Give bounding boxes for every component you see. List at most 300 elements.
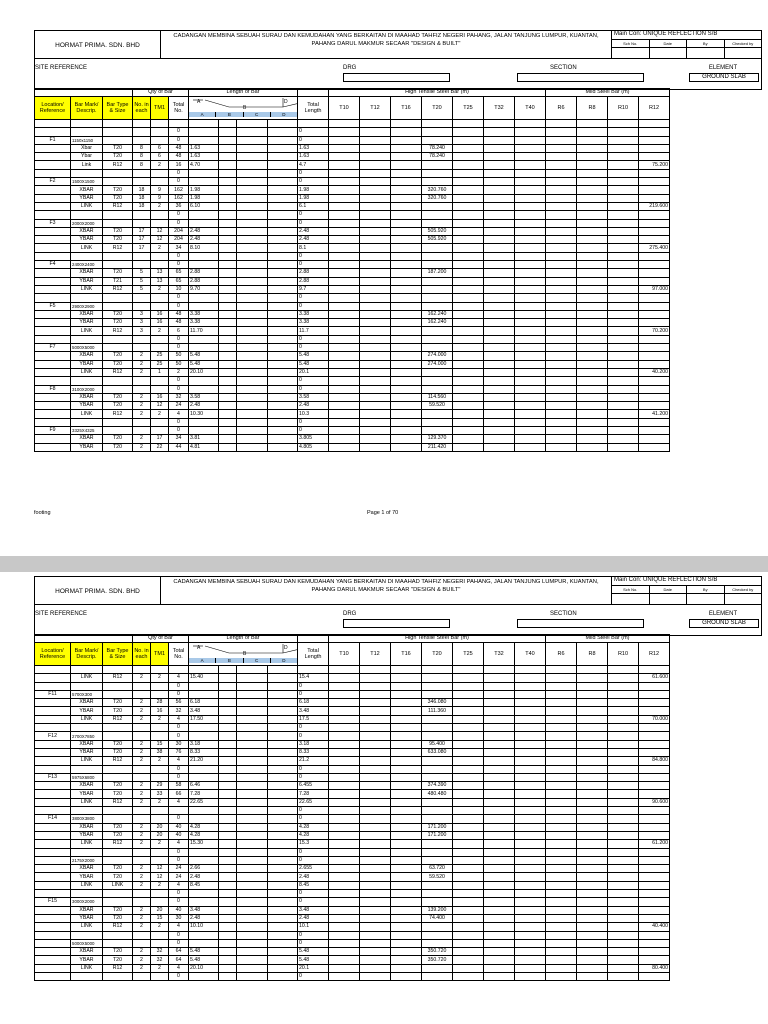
ht-cell <box>515 798 546 806</box>
total-length-cell: 2.88 <box>298 277 329 285</box>
shape-label-b: B <box>243 105 247 111</box>
ht-cell <box>515 244 546 252</box>
ht-cell <box>515 865 546 873</box>
ht-cell <box>515 840 546 848</box>
length-b-cell <box>219 236 237 244</box>
length-d-cell <box>268 178 298 186</box>
table-row <box>35 202 670 210</box>
length-a-cell <box>189 335 219 343</box>
length-a-cell <box>189 724 219 732</box>
length-d-cell <box>268 252 298 260</box>
ms-cell <box>608 807 639 815</box>
length-c-cell <box>237 956 268 964</box>
no-in-each-cell: 2 <box>133 873 151 881</box>
sheet-page-2 <box>0 572 768 1024</box>
ht-cell <box>453 873 484 881</box>
length-c-cell <box>237 393 268 401</box>
ms-cell <box>608 964 639 972</box>
no-in-each-cell: 2 <box>133 699 151 707</box>
location-cell <box>35 418 71 426</box>
ms-cell <box>546 202 577 210</box>
ht-cell <box>391 914 422 922</box>
location-cell <box>35 377 71 385</box>
ht-cell <box>453 890 484 898</box>
tm1-cell <box>151 136 169 144</box>
ht-cell <box>329 219 360 227</box>
no-in-each-cell: 2 <box>133 914 151 922</box>
length-b-cell <box>219 798 237 806</box>
ht-cell <box>329 715 360 723</box>
ms-cell <box>577 443 608 451</box>
bar-mark-cell: LINK <box>71 923 103 931</box>
table-row <box>35 890 670 898</box>
table-row <box>35 865 670 873</box>
length-b-cell <box>219 252 237 260</box>
ms-cell <box>608 666 639 674</box>
ht-cell <box>329 956 360 964</box>
project-title: CADANGAN MEMBINA SEBUAH SURAU DAN KEMUDAHAN YANG BERKAITAN DI MAAHAD TAHFIZ NEGERI PAHANG, JALAN TANJUNG LUMPUR, KUANTAN, PAHANG DARUL MAKMUR SECAAR "DESIGN & BUILT" <box>173 579 599 593</box>
no-in-each-cell: 17 <box>133 236 151 244</box>
table-row <box>35 186 670 194</box>
bar-type-cell: T20 <box>103 393 133 401</box>
ht-cell <box>453 840 484 848</box>
ms-cell <box>608 120 639 128</box>
length-a-cell: 1.98 <box>189 194 219 202</box>
tm1-cell: 9 <box>151 186 169 194</box>
total-no-cell: 24 <box>169 873 189 881</box>
length-d-cell <box>268 385 298 393</box>
bar-mark-cell <box>71 294 103 302</box>
ms-cell <box>577 823 608 831</box>
length-c-cell <box>237 426 268 434</box>
total-length-cell: 20.1 <box>298 368 329 376</box>
total-length-cell: 8.1 <box>298 244 329 252</box>
r12-cell: 40.200 <box>639 368 670 376</box>
location-cell <box>35 906 71 914</box>
ms-cell <box>577 161 608 169</box>
no-in-each-cell: 18 <box>133 202 151 210</box>
ht-col-header: T10 <box>329 97 360 120</box>
length-c-cell <box>237 939 268 947</box>
ht-cell <box>360 956 391 964</box>
ms-cell <box>546 724 577 732</box>
ht-cell <box>360 740 391 748</box>
length-b-cell <box>219 715 237 723</box>
total-no-cell: 36 <box>169 202 189 210</box>
r12-cell: 70.200 <box>639 327 670 335</box>
r12-cell <box>639 856 670 864</box>
tm1-cell <box>151 773 169 781</box>
ht-cell <box>360 410 391 418</box>
length-d-cell <box>268 923 298 931</box>
ht-cell <box>515 128 546 136</box>
ht-cell <box>515 724 546 732</box>
ht-cell <box>329 161 360 169</box>
length-c-cell <box>237 873 268 881</box>
ms-cell <box>608 385 639 393</box>
r12-cell <box>639 294 670 302</box>
ms-cell <box>608 931 639 939</box>
ht-cell <box>484 956 515 964</box>
r12-cell <box>639 128 670 136</box>
total-no-cell: 56 <box>169 699 189 707</box>
t20-cell: 59.520 <box>422 402 453 410</box>
total-no-cell: 48 <box>169 144 189 152</box>
t20-cell <box>422 128 453 136</box>
total-length-cell: 9.7 <box>298 285 329 293</box>
length-a-cell: 2.88 <box>189 277 219 285</box>
length-d-cell <box>268 823 298 831</box>
ht-cell <box>453 277 484 285</box>
ms-cell <box>546 740 577 748</box>
table-row <box>35 823 670 831</box>
ms-cell <box>546 798 577 806</box>
sheet-header <box>34 30 762 59</box>
section-label: SECTION <box>550 65 577 71</box>
no-in-each-cell: 17 <box>133 227 151 235</box>
ht-cell <box>360 352 391 360</box>
ht-cell <box>515 939 546 947</box>
no-in-each-cell: 2 <box>133 748 151 756</box>
no-in-each-cell: 2 <box>133 790 151 798</box>
length-b-cell <box>219 186 237 194</box>
r12-cell <box>639 435 670 443</box>
length-a-cell <box>189 261 219 269</box>
ms-cell <box>546 344 577 352</box>
r12-cell: 275.400 <box>639 244 670 252</box>
ht-cell <box>391 724 422 732</box>
length-c-cell <box>237 219 268 227</box>
tm1-cell: 2 <box>151 964 169 972</box>
ms-cell <box>546 120 577 128</box>
bar-type-cell: R12 <box>103 798 133 806</box>
ht-cell <box>391 939 422 947</box>
tm1-cell <box>151 169 169 177</box>
t20-cell: 111.360 <box>422 707 453 715</box>
bar-mark-cell: LINK <box>71 798 103 806</box>
ms-cell <box>577 914 608 922</box>
ms-cell <box>577 873 608 881</box>
ht-cell <box>515 443 546 451</box>
location-cell: F2 <box>35 178 71 186</box>
total-no-cell: 34 <box>169 435 189 443</box>
ht-col-header: T20 <box>422 97 453 120</box>
ms-cell <box>546 244 577 252</box>
location-cell <box>35 186 71 194</box>
length-a-cell: 15.40 <box>189 674 219 682</box>
tm1-cell: 2 <box>151 881 169 889</box>
sch-no-label: Sch No. <box>612 40 650 47</box>
tm1-cell: 12 <box>151 873 169 881</box>
ms-cell <box>608 310 639 318</box>
t20-cell: 63.720 <box>422 865 453 873</box>
ht-cell <box>329 931 360 939</box>
ht-cell <box>329 690 360 698</box>
tm1-cell <box>151 765 169 773</box>
ht-cell <box>515 261 546 269</box>
length-b-cell <box>219 319 237 327</box>
ms-cell <box>577 906 608 914</box>
ht-cell <box>453 153 484 161</box>
t20-cell: 59.520 <box>422 873 453 881</box>
bar-mark-cell: XBAR <box>71 310 103 318</box>
length-b-cell <box>219 757 237 765</box>
ht-cell <box>391 211 422 219</box>
table-row <box>35 128 670 136</box>
ht-cell <box>484 277 515 285</box>
total-no-cell: 0 <box>169 931 189 939</box>
bar-mark-cell: YBAR <box>71 277 103 285</box>
r12-cell <box>639 939 670 947</box>
tm1-cell <box>151 385 169 393</box>
ms-cell <box>577 682 608 690</box>
section-field <box>517 619 644 628</box>
length-b-cell <box>219 219 237 227</box>
total-length-cell: 15.3 <box>298 840 329 848</box>
total-no-cell: 162 <box>169 186 189 194</box>
ht-cell <box>453 724 484 732</box>
ht-cell <box>360 773 391 781</box>
table-row <box>35 807 670 815</box>
length-c-cell <box>237 194 268 202</box>
tm1-cell <box>151 666 169 674</box>
length-b-cell <box>219 227 237 235</box>
ht-cell <box>484 385 515 393</box>
ht-cell <box>515 385 546 393</box>
ht-cell <box>391 261 422 269</box>
total-length-cell: 0 <box>298 426 329 434</box>
bar-type-cell: T20 <box>103 707 133 715</box>
table-row <box>35 335 670 343</box>
location-cell: F3 <box>35 219 71 227</box>
no-in-each-cell <box>133 666 151 674</box>
abcd-strip <box>189 112 297 117</box>
main-con-label: Main Con: UNIQUE REFLECTION S/B <box>614 31 718 37</box>
bar-mark-cell: XBAR <box>71 435 103 443</box>
ht-cell <box>453 815 484 823</box>
tm1-cell: 2 <box>151 327 169 335</box>
total-length-cell: 0 <box>298 302 329 310</box>
bar-shape-diagram <box>189 643 297 658</box>
bar-mark-cell: LINK <box>71 368 103 376</box>
length-b-cell <box>219 682 237 690</box>
ms-cell <box>546 136 577 144</box>
ht-col-header: T16 <box>391 97 422 120</box>
total-length-cell: 15.4 <box>298 674 329 682</box>
total-no-cell: 4 <box>169 964 189 972</box>
ms-cell <box>608 939 639 947</box>
no-in-each-cell: 5 <box>133 285 151 293</box>
length-c-cell <box>237 856 268 864</box>
ht-cell <box>360 227 391 235</box>
location-cell: F14 <box>35 815 71 823</box>
ht-cell <box>329 202 360 210</box>
tm1-cell: 32 <box>151 948 169 956</box>
ht-cell <box>484 856 515 864</box>
no-in-each-cell: 2 <box>133 840 151 848</box>
r12-cell: 80.400 <box>639 964 670 972</box>
length-d-cell <box>268 748 298 756</box>
no-in-each-cell: 2 <box>133 881 151 889</box>
total-no-cell: 24 <box>169 402 189 410</box>
ht-cell <box>484 269 515 277</box>
no-in-each-cell: 2 <box>133 782 151 790</box>
ht-cell <box>484 923 515 931</box>
location-cell <box>35 790 71 798</box>
ht-cell <box>360 939 391 947</box>
abcd-strip <box>189 658 297 663</box>
ht-cell <box>360 153 391 161</box>
length-b-cell <box>219 136 237 144</box>
bar-mark-cell: 2000X2000 <box>71 219 103 227</box>
length-b-cell <box>219 327 237 335</box>
shape-label-d: D <box>284 99 288 105</box>
ht-cell <box>453 236 484 244</box>
ms-cell <box>546 169 577 177</box>
high-tensile-header: High Tensile Steel Bar (m) <box>329 635 546 643</box>
tm1-cell <box>151 898 169 906</box>
ht-cell <box>329 757 360 765</box>
ht-cell <box>360 252 391 260</box>
bar-type-cell: R12 <box>103 964 133 972</box>
ht-cell <box>329 724 360 732</box>
no-in-each-cell <box>133 807 151 815</box>
length-d-cell <box>268 914 298 922</box>
ms-cell <box>577 798 608 806</box>
ms-cell <box>577 302 608 310</box>
r12-cell <box>639 956 670 964</box>
bar-type-cell: T20 <box>103 269 133 277</box>
ms-cell <box>608 873 639 881</box>
location-cell <box>35 948 71 956</box>
total-no-cell: 30 <box>169 740 189 748</box>
tm1-cell: 2 <box>151 674 169 682</box>
ht-cell <box>360 724 391 732</box>
ht-cell <box>484 178 515 186</box>
length-b-cell <box>219 352 237 360</box>
ht-cell <box>391 319 422 327</box>
ms-cell <box>608 906 639 914</box>
ms-cell <box>608 402 639 410</box>
total-no-cell: 0 <box>169 815 189 823</box>
bar-type-cell: T21 <box>103 277 133 285</box>
length-d-cell <box>268 666 298 674</box>
t20-cell <box>422 426 453 434</box>
t20-cell <box>422 972 453 980</box>
location-cell <box>35 666 71 674</box>
ht-cell <box>515 161 546 169</box>
ms-cell <box>546 674 577 682</box>
no-in-each-cell <box>133 815 151 823</box>
ht-cell <box>484 360 515 368</box>
length-b-cell <box>219 335 237 343</box>
length-c-cell <box>237 352 268 360</box>
no-in-each-cell: 2 <box>133 923 151 931</box>
tm1-cell <box>151 211 169 219</box>
length-a-cell: 2.48 <box>189 236 219 244</box>
ht-cell <box>360 881 391 889</box>
t20-cell <box>422 136 453 144</box>
length-d-cell <box>268 831 298 839</box>
no-in-each-cell: 8 <box>133 161 151 169</box>
length-d-cell <box>268 327 298 335</box>
r12-cell <box>639 153 670 161</box>
t20-cell: 74.400 <box>422 914 453 922</box>
r12-cell <box>639 302 670 310</box>
length-d-cell <box>268 261 298 269</box>
bar-type-cell: T20 <box>103 236 133 244</box>
length-a-cell: 3.18 <box>189 740 219 748</box>
ht-cell <box>360 682 391 690</box>
length-a-cell <box>189 890 219 898</box>
t20-cell <box>422 848 453 856</box>
t20-cell <box>422 898 453 906</box>
total-length-cell: 0 <box>298 815 329 823</box>
ht-cell <box>360 674 391 682</box>
ht-cell <box>484 211 515 219</box>
length-d-cell <box>268 964 298 972</box>
total-length-cell: 7.28 <box>298 790 329 798</box>
no-in-each-cell: 17 <box>133 244 151 252</box>
bar-type-cell: T20 <box>103 319 133 327</box>
length-d-cell <box>268 790 298 798</box>
t20-cell <box>422 418 453 426</box>
ht-cell <box>391 906 422 914</box>
table-row <box>35 194 670 202</box>
length-a-cell <box>189 377 219 385</box>
length-d-cell <box>268 186 298 194</box>
tm1-cell: 12 <box>151 402 169 410</box>
tm1-cell: 2 <box>151 410 169 418</box>
location-cell <box>35 236 71 244</box>
length-c-cell <box>237 914 268 922</box>
ht-cell <box>329 169 360 177</box>
r12-cell: 61.200 <box>639 840 670 848</box>
bar-mark-cell: YBAR <box>71 790 103 798</box>
bar-type-cell <box>103 773 133 781</box>
total-no-cell: 0 <box>169 136 189 144</box>
t20-cell <box>422 335 453 343</box>
ht-cell <box>360 344 391 352</box>
ht-cell <box>515 757 546 765</box>
tm1-cell: 2 <box>151 798 169 806</box>
ms-cell <box>546 765 577 773</box>
length-a-cell <box>189 939 219 947</box>
page-number: Page 1 of 70 <box>367 510 399 516</box>
total-length-cell: 0 <box>298 128 329 136</box>
date-label: Date <box>650 586 688 593</box>
r12-cell <box>639 881 670 889</box>
table-row <box>35 385 670 393</box>
length-a-cell: 5.48 <box>189 360 219 368</box>
ht-cell <box>484 848 515 856</box>
length-d-cell <box>268 285 298 293</box>
ht-cell <box>484 410 515 418</box>
ms-cell <box>577 690 608 698</box>
ht-cell <box>360 335 391 343</box>
ms-cell <box>608 765 639 773</box>
bar-type-cell: R12 <box>103 715 133 723</box>
no-in-each-cell: 8 <box>133 144 151 152</box>
ht-cell <box>515 169 546 177</box>
total-length-cell: 3.48 <box>298 707 329 715</box>
table-row <box>35 848 670 856</box>
length-a-cell: 2.66 <box>189 865 219 873</box>
ht-cell <box>360 302 391 310</box>
total-length-cell: 2.48 <box>298 236 329 244</box>
length-a-cell: 7.28 <box>189 790 219 798</box>
ht-cell <box>329 178 360 186</box>
